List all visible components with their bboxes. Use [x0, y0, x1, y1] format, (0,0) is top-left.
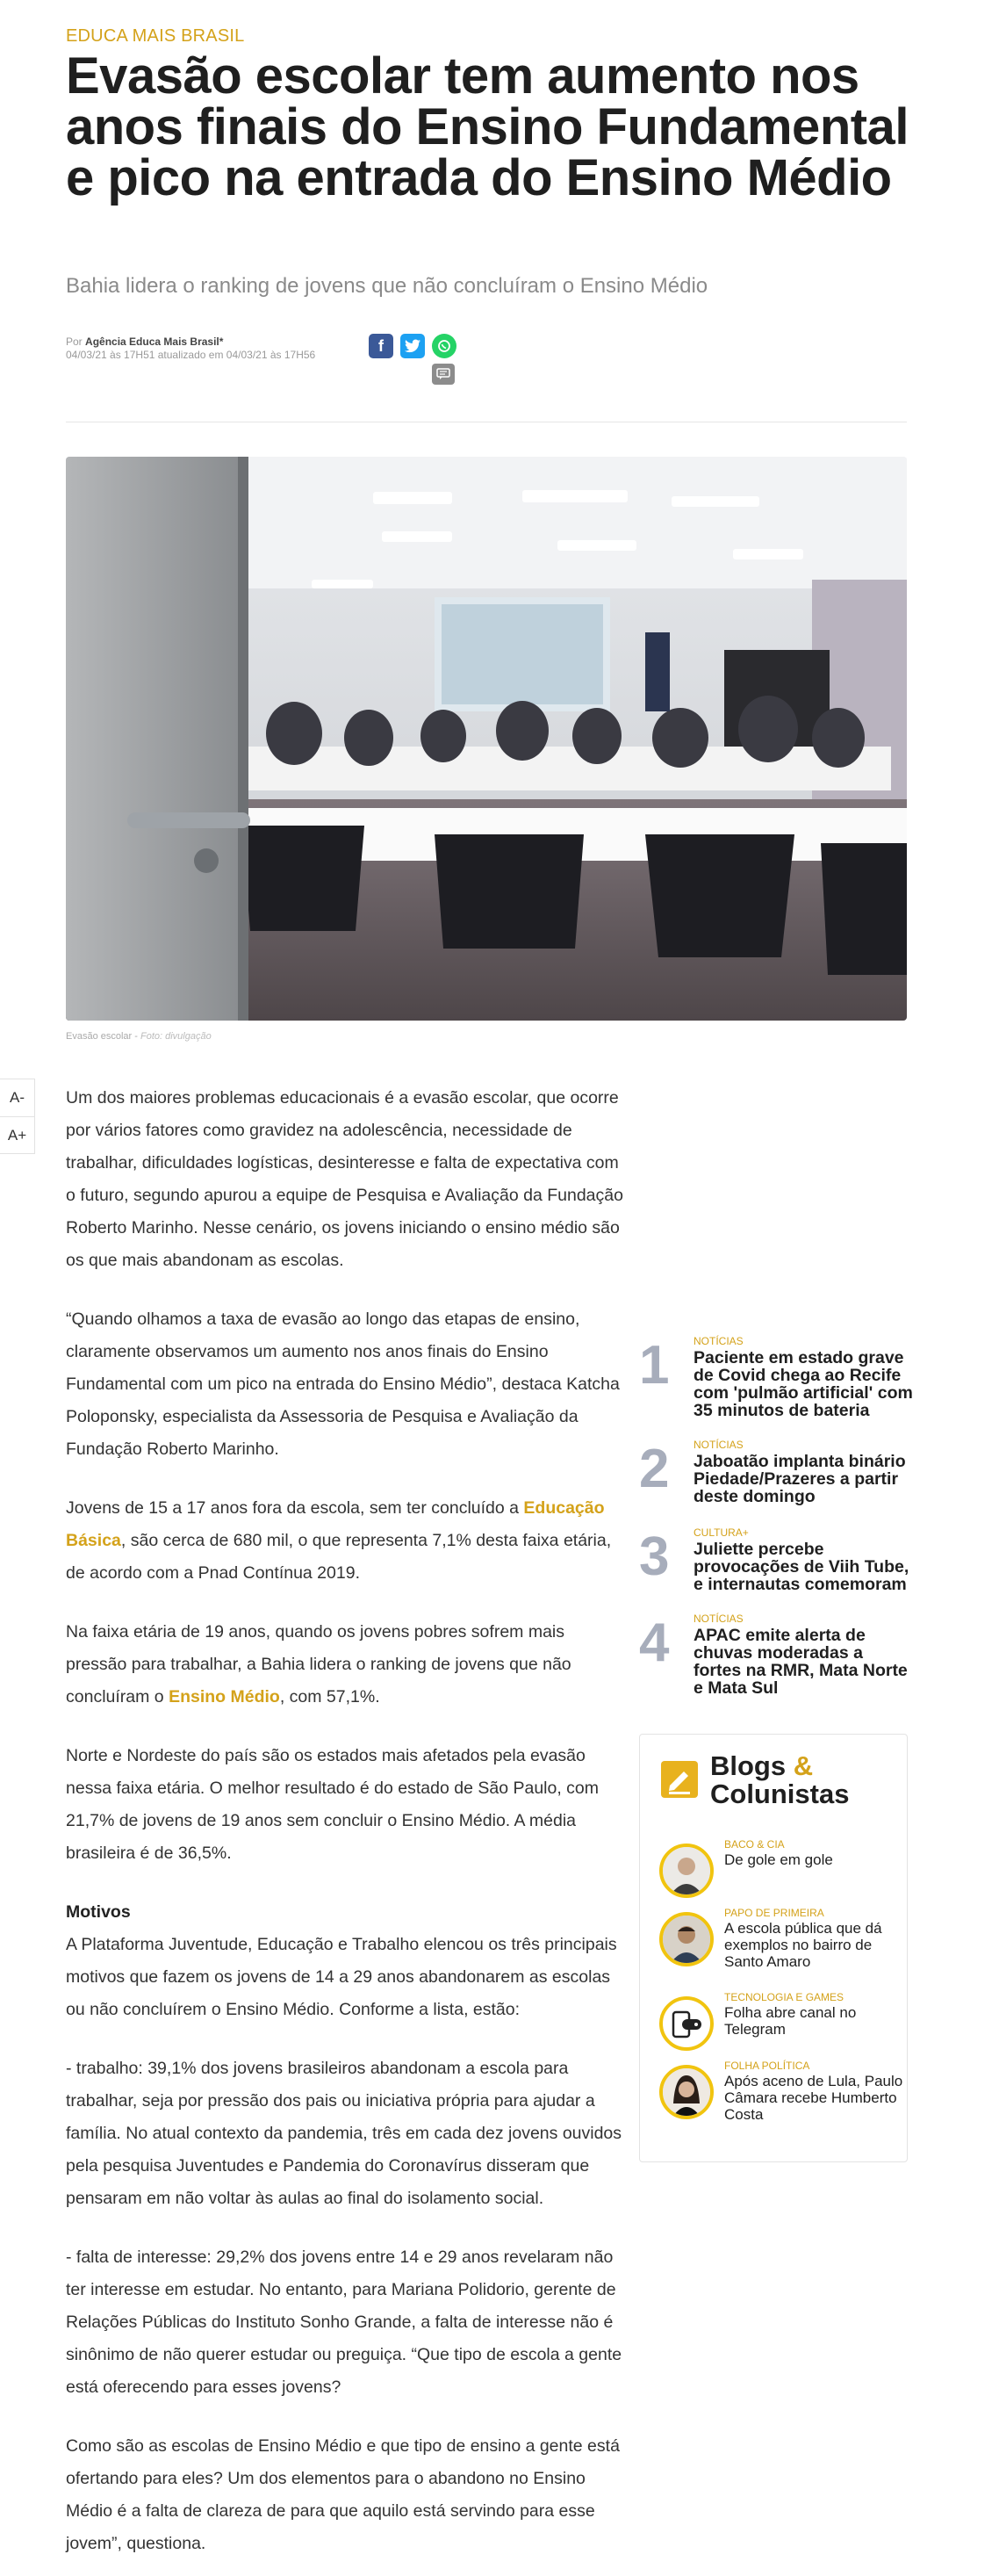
article-photo[interactable] — [66, 457, 907, 1021]
article-body — [66, 1082, 628, 2576]
blogs-title[interactable] — [710, 1752, 849, 1808]
rank-number: 2 — [639, 1439, 670, 1499]
paragraph: A Plataforma Juventude, Educação e Trabalho elencou os três principais motivos que fazem os jovens de 14 a 29 anos abandonarem as escolas ou não concluírem o Ensino Médio. Conforme a lista, estão: — [66, 1935, 617, 2019]
paragraph — [66, 1616, 628, 1714]
caption-credit: Foto: divulgação — [140, 1031, 212, 1042]
most-read-item[interactable] — [639, 1526, 911, 1623]
rank-number: 1 — [639, 1335, 670, 1396]
blog-title[interactable]: Folha abre canal no Telegram — [724, 2004, 857, 2038]
caption-text: Evasão escolar — [66, 1031, 133, 1042]
byline-dates: 04/03/21 às 17H51 atualizado em 04/03/21 às 17H56 — [66, 349, 316, 361]
blog-category: PAPO DE PRIMEIRA — [724, 1907, 824, 1919]
text-span: , são cerca de 680 mil, o que representa 7,1% desta faixa etária, de acordo com a Pnad Contínua 2019. — [66, 1531, 612, 1583]
blogs-title-b: Colunistas — [710, 1779, 850, 1809]
blog-item[interactable] — [659, 1907, 902, 1984]
blog-title[interactable]: Após aceno de Lula, Paulo Câmara recebe Humberto Costa — [724, 2073, 903, 2123]
whatsapp-icon — [437, 339, 451, 353]
link-educacao-basica[interactable]: Educação Básica — [66, 1498, 605, 1550]
text-span: Na faixa etária de 19 anos, quando os jovens pobres sofrem mais pressão para trabalhar, a Bahia lidera o ranking de jovens que não concluíram o — [66, 1622, 571, 1707]
blogs-box — [639, 1734, 908, 2162]
rank-title[interactable]: APAC emite alerta de chuvas moderadas a fortes na RMR, Mata Norte e Mata Sul — [694, 1626, 908, 1698]
byline-prefix: Por — [66, 336, 83, 348]
blog-title[interactable]: De gole em gole — [724, 1851, 833, 1868]
paragraph — [66, 1492, 628, 1590]
font-decrease-button[interactable]: A- — [10, 1089, 25, 1106]
rank-category: CULTURA+ — [694, 1526, 749, 1539]
text-span: Jovens de 15 a 17 anos fora da escola, sem ter concluído a — [66, 1498, 524, 1518]
classroom-illustration — [66, 457, 907, 1021]
paragraph: - falta de interesse: 29,2% dos jovens entre 14 e 29 anos revelaram não ter interesse em estudar. No entanto, para Mariana Polidorio, gerente de Relações Públicas do Instituto Sonho Grande, a falta de interesse não é sinônimo de não querer estudar ou preguiça. “Que tipo de escola a gente está oferecendo para esses jovens? — [66, 2248, 622, 2397]
rank-title[interactable]: Jaboatão implanta binário Piedade/Prazeres a partir deste domingo — [694, 1452, 906, 1506]
photo-caption: Evasão escolar - Foto: divulgação — [66, 1031, 212, 1042]
comments-button[interactable] — [432, 364, 455, 385]
byline-author[interactable]: Agência Educa Mais Brasil* — [85, 336, 224, 348]
whatsapp-share-button[interactable] — [432, 334, 456, 358]
link-ensino-medio[interactable]: Ensino Médio — [169, 1687, 280, 1707]
blog-category: TECNOLOGIA E GAMES — [724, 1991, 844, 2003]
share-bar — [369, 334, 456, 358]
text-span: , com 57,1%. — [279, 1687, 380, 1707]
rank-number: 3 — [639, 1526, 670, 1587]
paragraph: Como são as escolas de Ensino Médio e que tipo de ensino a gente está ofertando para eles? Um dos elementos para o abandono no Ensino Médio é a falta de clareza de para que aquilo está servindo para esse jovem”, questiona. — [66, 2436, 620, 2553]
most-read-item[interactable] — [639, 1439, 911, 1535]
blog-item[interactable] — [659, 1838, 902, 1916]
blog-item[interactable] — [659, 2060, 902, 2137]
rank-category: NOTÍCIAS — [694, 1439, 744, 1451]
blog-title[interactable]: A escola pública que dá exemplos no bairro de Santo Amaro — [724, 1920, 882, 1970]
blogs-logo-icon — [661, 1761, 698, 1798]
article-headline: Evasão escolar tem aumento nos anos finais do Ensino Fundamental e pico na entrada do Ensino Médio — [66, 47, 909, 206]
blogs-title-a: Blogs — [710, 1750, 787, 1781]
gamepad-icon — [659, 1996, 714, 2051]
byline — [66, 336, 315, 362]
most-read-item[interactable] — [639, 1613, 911, 1709]
paragraph: Um dos maiores problemas educacionais é a evasão escolar, que ocorre por vários fatores como gravidez na adolescência, necessidade de trabalhar, dificuldades logísticas, desinteresse e falta de expectativa com o futuro, segundo apurou a equipe de Pesquisa e Avaliação da Fundação Roberto Marinho. Nesse cenário, os jovens iniciando o ensino médio são os que mais abandonam as escolas. — [66, 1088, 623, 1270]
article-subtitle: Bahia lidera o ranking de jovens que não concluíram o Ensino Médio — [66, 274, 708, 298]
blog-category: BACO & CIA — [724, 1838, 785, 1851]
font-increase-button[interactable]: A+ — [0, 1116, 34, 1153]
twitter-icon — [405, 339, 420, 353]
section-kicker[interactable]: EDUCA MAIS BRASIL — [66, 26, 245, 46]
twitter-share-button[interactable] — [400, 334, 425, 358]
paragraph: “Quando olhamos a taxa de evasão ao longo das etapas de ensino, claramente observamos um aumento nos anos finais do Ensino Fundamental com um pico na entrada do Ensino Médio”, destaca Katcha Poloponsky, especialista da Assessoria de Pesquisa e Avaliação da Fundação Roberto Marinho. — [66, 1310, 620, 1459]
blog-category: FOLHA POLÍTICA — [724, 2060, 810, 2072]
rank-category: NOTÍCIAS — [694, 1613, 744, 1625]
comments-icon — [436, 368, 450, 380]
paragraph: - trabalho: 39,1% dos jovens brasileiros abandonam a escola para trabalhar, seja por pressão dos pais ou iniciativa própria para ajudar a família. No atual contexto da pandemia, três em cada dez jovens ouvidos pela pesquisa Juventudes e Pandemia do Coronavírus disseram que pensaram em não voltar às aulas ao final do isolamento social. — [66, 2059, 622, 2208]
rank-number: 4 — [639, 1613, 670, 1673]
font-size-controls — [0, 1079, 35, 1154]
facebook-icon: f — [378, 336, 384, 355]
avatar — [659, 2065, 714, 2119]
blogs-title-amp: & — [793, 1750, 814, 1781]
paragraph: Norte e Nordeste do país são os estados mais afetados pela evasão nessa faixa etária. O melhor resultado é do estado de São Paulo, com 21,7% de jovens de 19 anos sem concluir o Ensino Médio. A média brasileira é de 36,5%. — [66, 1746, 600, 1863]
facebook-share-button[interactable] — [369, 334, 393, 358]
rank-title[interactable]: Paciente em estado grave de Covid chega ao Recife com 'pulmão artificial' com 35 minutos de bateria — [694, 1348, 913, 1420]
avatar — [659, 1844, 714, 1898]
rank-title[interactable]: Juliette percebe provocações de Viih Tube, e internautas comemoram — [694, 1540, 909, 1594]
avatar — [659, 1912, 714, 1966]
rank-category: NOTÍCIAS — [694, 1335, 744, 1347]
section-subhead: Motivos — [66, 1902, 131, 1922]
blog-item[interactable] — [659, 1991, 902, 2068]
most-read-item[interactable] — [639, 1335, 911, 1432]
